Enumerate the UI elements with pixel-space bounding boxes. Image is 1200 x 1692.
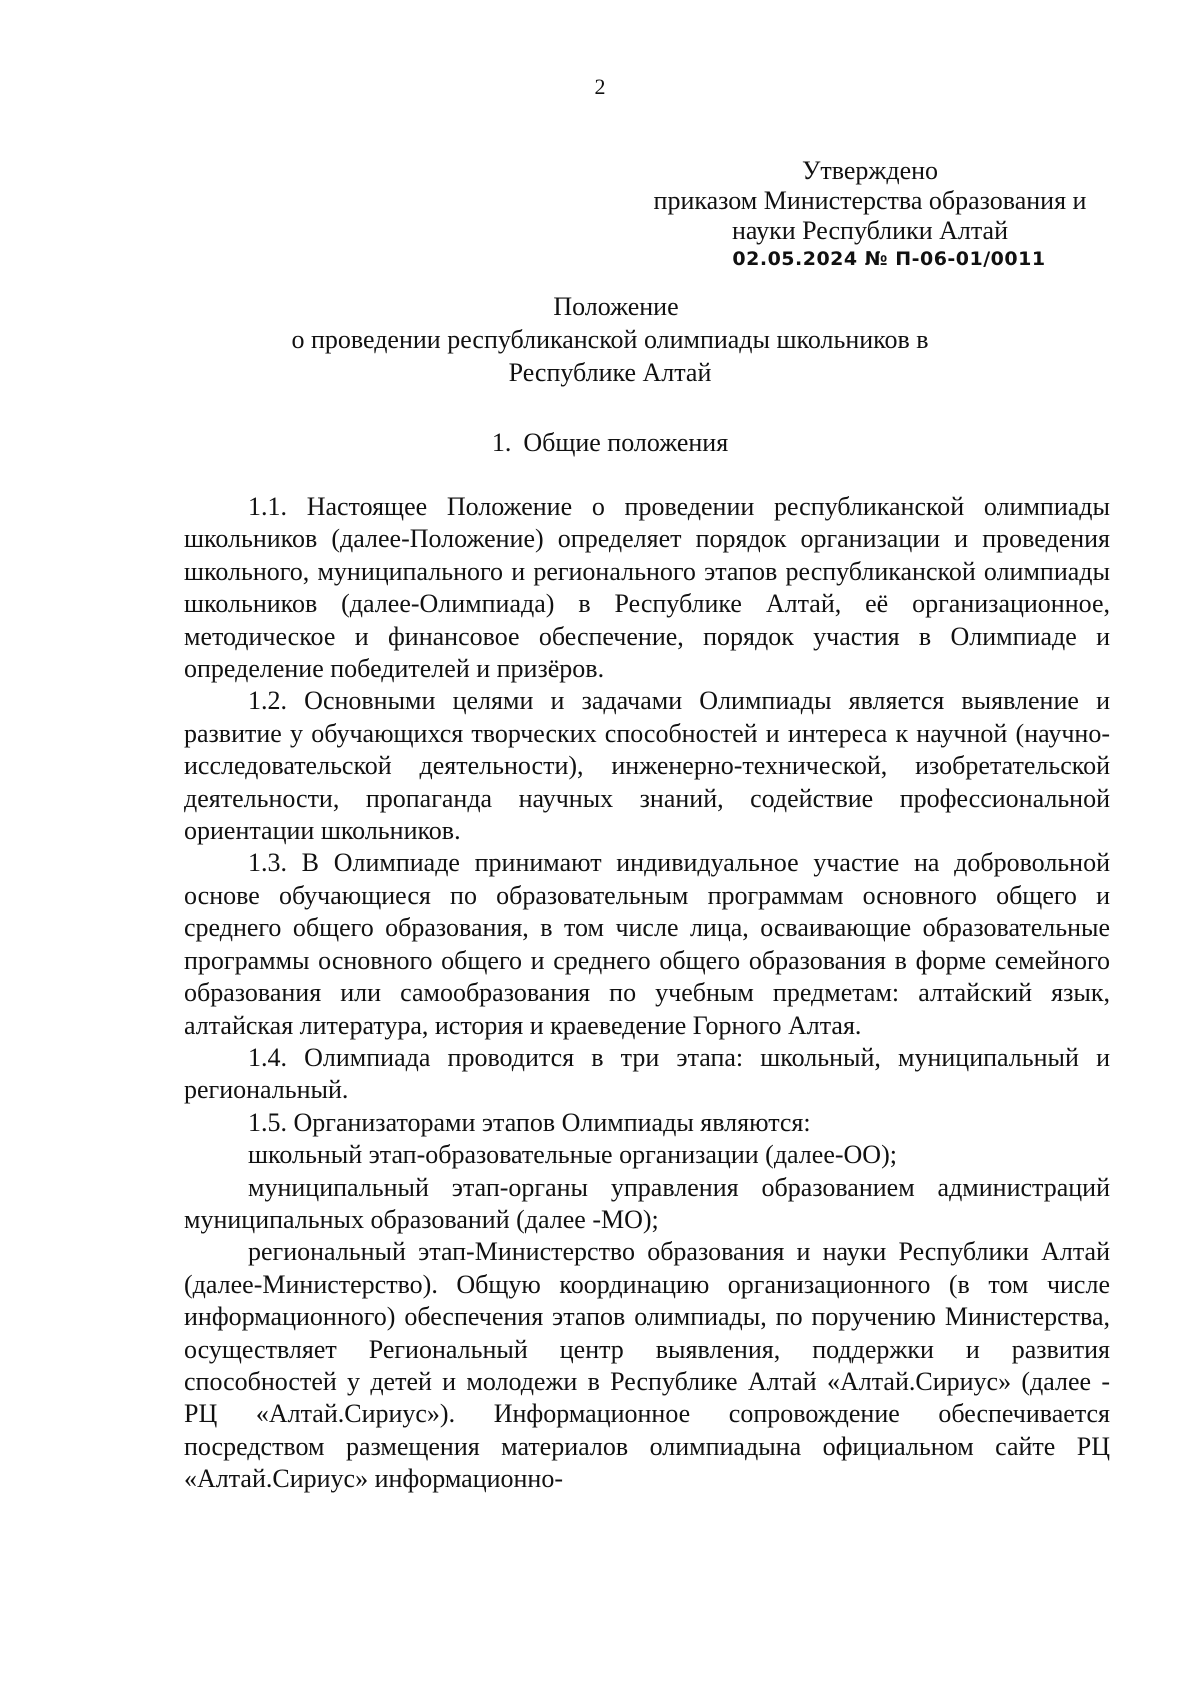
page-number: 2 [594, 74, 606, 99]
approval-label: Утверждено [801, 156, 939, 185]
section-number: 1. [491, 428, 512, 457]
paragraph-1-3: 1.3. В Олимпиаде принимают индивидуальное участие на добровольной основе обучающиеся по образовательным программам основного общего и среднего общего образования, в том числе лица, осваивающие образовательные программы основного общего и среднего общего образования в форме семейного образования или самообразования по учебным предметам: алтайский язык, алтайская литература, история и краеведение Горного Алтая. [184, 848, 1110, 1040]
paragraph-regional-stage: региональный этап-Министерство образования и науки Республики Алтай (далее-Министерство). Общую координацию организационного (в том числе информационного) обеспечения этапов олимпиады, по поручению Министерства, осуществляет Региональный центр выявления, поддержки и развития способностей у детей и молодежи в Республике Алтай «Алтай.Сириус» (далее - РЦ «Алтай.Сириус»). Информационное сопровождение обеспечивается посредством размещения материалов олимпиадына официальном сайте РЦ «Алтай.Сириус» информационно- [184, 1237, 1110, 1494]
paragraph-school-stage: школьный этап-образовательные организации (далее-ОО); [248, 1140, 897, 1170]
paragraph-municipal-stage: муниципальный этап-органы управления образованием администраций муниципальных образований (далее -МО); [184, 1172, 1110, 1234]
approval-ministry-line: науки Республики Алтай [732, 216, 1008, 245]
title-line-2: о проведении республиканской олимпиады школьников в [291, 325, 929, 354]
paragraph-1-1: 1.1. Настоящее Положение о проведении республиканской олимпиады школьников (далее-Положение) определяет порядок организации и проведения школьного, муниципального и регионального этапов республиканской олимпиады школьников (далее-Олимпиада) в Республике Алтай, её организационное, методическое и финансовое обеспечение, порядок участия в Олимпиаде и определение победителей и призёров. [184, 492, 1110, 684]
section-title: Общие положения [523, 428, 729, 457]
title-line-3: Республике Алтай [508, 358, 712, 387]
approval-block [620, 156, 1120, 272]
approval-date-number: 02.05.2024 № П-06-01/0011 [732, 248, 1046, 270]
paragraph-1-5: 1.5. Организаторами этапов Олимпиады являются: [248, 1107, 811, 1137]
approval-order-line: приказом Министерства образования и [653, 186, 1087, 215]
section-heading [0, 428, 1200, 458]
paragraph-1-4: 1.4. Олимпиада проводится в три этапа: школьный, муниципальный и региональный. [184, 1042, 1110, 1105]
document-body [184, 491, 1110, 1496]
paragraph-1-2: 1.2. Основными целями и задачами Олимпиады является выявление и развитие у обучающихся творческих способностей и интереса к научной (научно-исследовательской деятельности), инженерно-технической, изобретательской деятельности, пропаганда научных знаний, содействие профессиональной ориентации школьников. [184, 686, 1110, 846]
document-title [0, 290, 1200, 389]
title-line-1: Положение [553, 292, 679, 321]
